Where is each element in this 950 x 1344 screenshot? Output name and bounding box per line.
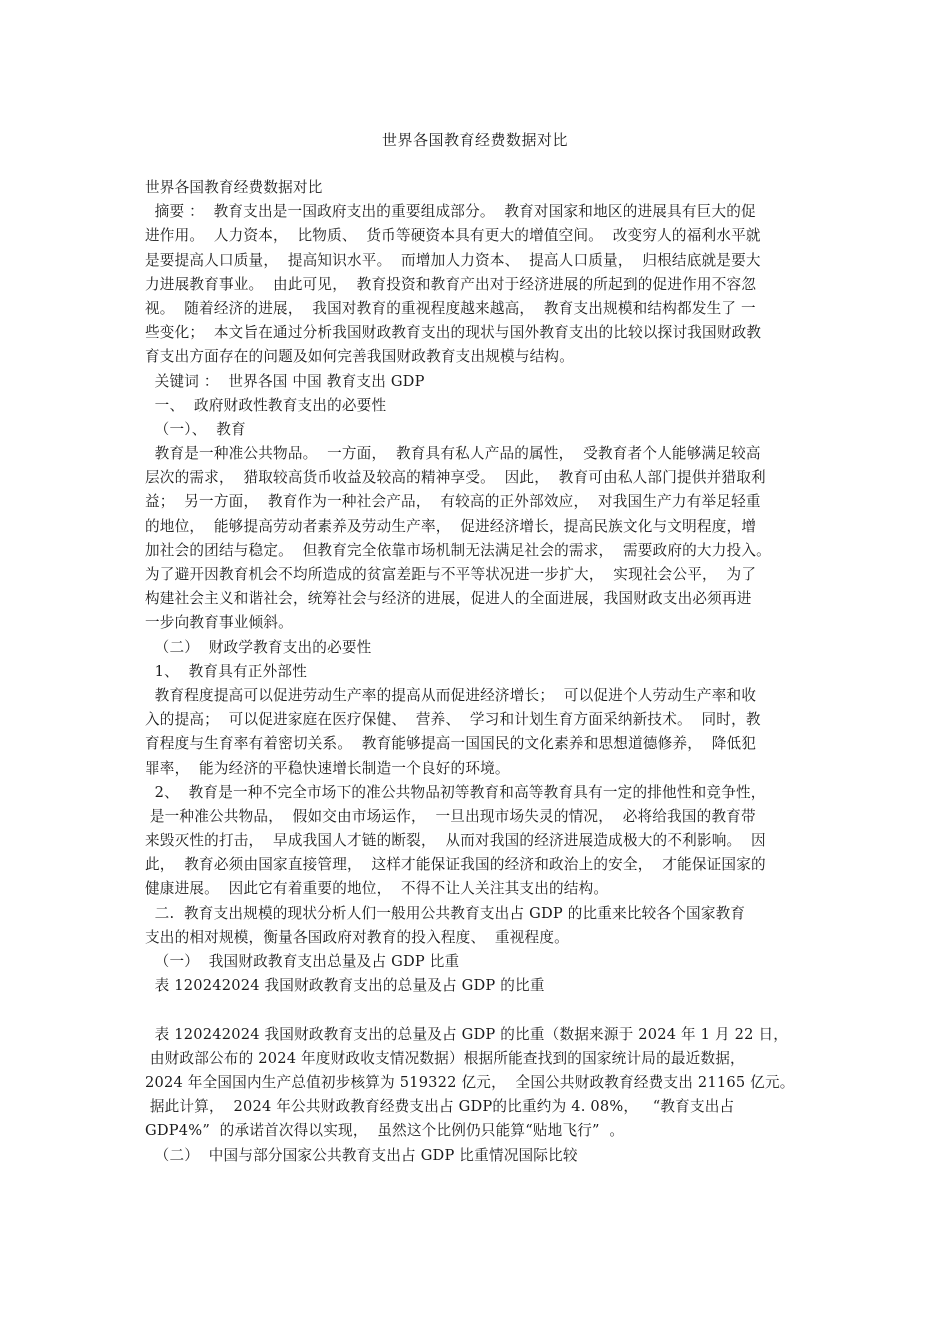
text-line: （二） 财政学教育支出的必要性 xyxy=(145,638,372,656)
text-line: 力进展教育事业。 由此可见， 教育投资和教育产出对于经济进展的所起到的促进作用不容忽 xyxy=(145,275,757,293)
text-line: （二） 中国与部分国家公共教育支出占 GDP 比重情况国际比较 xyxy=(145,1146,578,1164)
text-line: 此， 教育必须由国家直接管理， 这样才能保证我国的经济和政治上的安全， 才能保证国家的 xyxy=(145,856,766,874)
text-line: 层次的需求， 猎取较高货币收益及较高的精神享受。 因此， 教育可由私人部门提供并猎取利 xyxy=(145,469,766,487)
text-line: 为了避开因教育机会不均所造成的贫富差距与不平等状况进一步扩大， 实现社会公平， 为了 xyxy=(145,566,757,583)
text-line: 益； 另一方面， 教育作为一种社会产品， 有较高的正外部效应， 对我国生产力有举足轻重 xyxy=(145,493,761,511)
text-line: 的地位， 能够提高劳动者素养及劳动生产率， 促进经济增长，提高民族文化与文明程度，增 xyxy=(145,517,757,535)
text-line: 入的提高； 可以促进家庭在医疗保健、 营养、 学习和计划生育方面采纳新技术。 同时，教 xyxy=(145,711,761,729)
text-line: 些变化； 本文旨在通过分析我国财政教育支出的现状与国外教育支出的比较以探讨我国财政教 xyxy=(145,324,762,342)
text-line: 健康进展。 因此它有着重要的地位， 不得不让人关注其支出的结构。 xyxy=(145,880,609,898)
text-line: 构建社会主义和谐社会，统筹社会与经济的进展，促进人的全面进展，我国财政支出必须再进 xyxy=(145,590,752,608)
text-line: 教育程度提高可以促进劳动生产率的提高从而促进经济增长； 可以促进个人劳动生产率和收 xyxy=(145,686,757,704)
text-line: 由财政部公布的 2024 年度财政收支情况数据）根据所能查找到的国家统计局的最近数据， xyxy=(145,1049,745,1067)
text-line: 关键词 ： 世界各国 中国 教育支出 GDP xyxy=(145,372,425,390)
text-line: 育支出方面存在的问题及如何完善我国财政教育支出规模与结构。 xyxy=(145,348,575,366)
text-line: 是一种准公共物品， 假如交由市场运作， 一旦出现市场失灵的情况， 必将给我国的教育带 xyxy=(145,807,756,825)
text-line: 摘要 ： 教育支出是一国政府支出的重要组成部分。 教育对国家和地区的进展具有巨大的促 xyxy=(145,203,756,221)
text-line: 表 120242024 我国财政教育支出的总量及占 GDP 的比重（数据来源于 2024 年 1 月 22 日， xyxy=(145,1025,789,1043)
text-line: 一、 政府财政性教育支出的必要性 xyxy=(145,396,387,414)
text-line: （一）、 教育 xyxy=(145,420,246,438)
text-line: 2、 教育是一种不完全市场下的准公共物品初等教育和高等教育具有一定的排他性和竞争性， xyxy=(145,783,766,801)
text-line: 进作用。 人力资本， 比物质、 货币等硬资本具有更大的增值空间。 改变穷人的福利水平就 xyxy=(145,227,761,245)
text-line: 一步向教育事业倾斜。 xyxy=(145,614,293,632)
text-line: 据此计算， 2024 年公共财政教育经费支出占 GDP的比重约为 4. 08%， “教育支出占 xyxy=(145,1098,735,1116)
text-line: 育程度与生育率有着密切关系。 教育能够提高一国国民的文化素养和思想道德修养， 降低犯 xyxy=(145,735,757,753)
text-line: 世界各国教育经费数据对比 xyxy=(145,179,323,196)
text-line: 加社会的团结与稳定。 但教育完全依靠市场机制无法满足社会的需求， 需要政府的大力投入。 xyxy=(145,541,771,559)
text-line: （一） 我国财政教育支出总量及占 GDP 比重 xyxy=(145,953,460,970)
text-line: 二. 教育支出规模的现状分析人们一般用公共教育支出占 GDP 的比重来比较各个国家教育 xyxy=(145,904,746,922)
text-line: 支出的相对规模，衡量各国政府对教育的投入程度、 重视程度。 xyxy=(145,928,569,946)
text-line: 1、 教育具有正外部性 xyxy=(145,662,307,680)
blank-line xyxy=(145,998,811,1022)
document-body xyxy=(145,176,811,1168)
text-line: 表 120242024 我国财政教育支出的总量及占 GDP 的比重 xyxy=(145,977,545,995)
page-title: 世界各国教育经费数据对比 xyxy=(381,131,568,149)
text-line: 来毁灭性的打击， 早成我国人才链的断裂， 从而对我国的经济进展造成极大的不利影响。 因 xyxy=(145,832,766,850)
text-line: 是要提高人口质量， 提高知识水平。 而增加人力资本、 提高人口质量， 归根结底就是要大 xyxy=(145,251,761,269)
text-line: GDP4%” 的承诺首次得以实现， 虽然这个比例仍只能算“贴地飞行” 。 xyxy=(145,1122,625,1140)
text-line: 2024 年全国国内生产总值初步核算为 519322 亿元， 全国公共财政教育经费支出 21165 亿元。 xyxy=(145,1073,795,1091)
text-line: 视。 随着经济的进展， 我国对教育的重视程度越来越高， 教育支出规模和结构都发生了 一 xyxy=(145,299,756,317)
text-line: 教育是一种准公共物品。 一方面， 教育具有私人产品的属性， 受教育者个人能够满足较高 xyxy=(145,445,761,463)
text-line: 罪率， 能为经济的平稳快速增长制造一个良好的环境。 xyxy=(145,759,510,777)
